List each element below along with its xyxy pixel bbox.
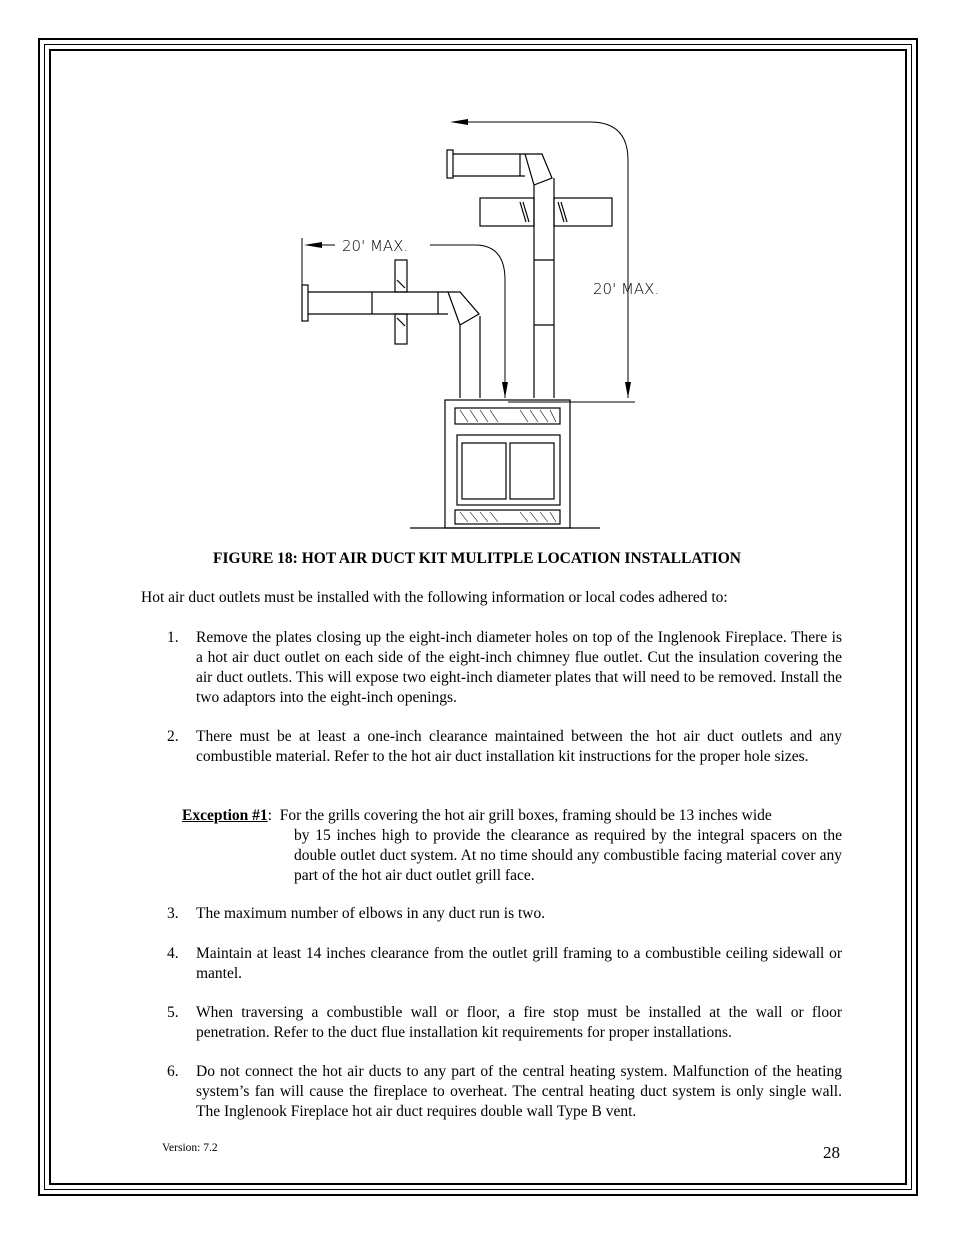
exception-first-line: For the grills covering the hot air grill boxes, framing should be 13 inches wide (279, 807, 772, 824)
duct-installation-figure (290, 110, 690, 532)
list-item (167, 944, 842, 984)
upper-wall-right (554, 198, 612, 226)
lower-elbow (448, 292, 479, 325)
arrow-left-icon (450, 119, 468, 125)
fireplace-doors (457, 435, 560, 505)
intro-paragraph: Hot air duct outlets must be installed with the following information or local codes adhered to: (141, 589, 728, 606)
list-item-text: Remove the plates closing up the eight-inch diameter holes on top of the Inglenook Fireplace. There is a hot air duct outlet on each side of the eight-inch chimney flue outlet. Cut the insulation covering the air duct outlets. This will expose two eight-inch diameter plates that will need to be removed. Install the two adaptors into the eight-inch openings. (196, 629, 842, 706)
dimension-label-left: 20' MAX. (342, 237, 409, 255)
list-item-text: The maximum number of elbows in any duct run is two. (196, 905, 546, 922)
upper-elbow (525, 154, 552, 185)
figure-caption: FIGURE 18: HOT AIR DUCT KIT MULITPLE LOCATION INSTALLATION (213, 550, 741, 567)
list-item-number: 2. (167, 728, 179, 745)
arrow-left-icon (304, 242, 322, 248)
lower-grill-flange (302, 285, 308, 321)
list-item-text: When traversing a combustible wall or floor, a fire stop must be installed at the wall or floor penetration. Refer to the duct flue installation kit requirements for proper installations. (196, 1004, 842, 1041)
list-item-text: There must be at least a one-inch clearance maintained between the hot air duct outlets and any combustible material. Refer to the hot air duct installation kit instructions for the proper hole sizes. (196, 728, 842, 765)
list-item-number: 6. (167, 1063, 179, 1080)
version-label: Version: 7.2 (162, 1142, 218, 1154)
list-item-number: 4. (167, 945, 179, 962)
exception-rest: by 15 inches high to provide the clearance as required by the integral spacers on the double outlet duct system. At no time should any combustible facing material cover any part of the hot air duct outlet grill face. (294, 827, 842, 884)
list-item (167, 904, 842, 924)
list-item-number: 3. (167, 905, 179, 922)
list-item (167, 628, 842, 708)
exception-label: Exception #1 (182, 807, 268, 824)
list-item (167, 1003, 842, 1043)
list-item (167, 1062, 842, 1122)
list-item-number: 5. (167, 1004, 179, 1021)
upper-grill-flange (447, 150, 453, 178)
dimension-label-right: 20' MAX. (593, 280, 660, 298)
fireplace-body (445, 400, 570, 528)
list-item-text: Maintain at least 14 inches clearance from the outlet grill framing to a combustible ceiling sidewall or mantel. (196, 945, 842, 982)
side-wall-upper (395, 260, 407, 292)
list-item-number: 1. (167, 629, 179, 646)
arrow-down-icon (625, 382, 631, 398)
exception-note: Exception #1: For the grills covering the hot air grill boxes, framing should be 13 inches wide by 15 inches high to provide the clearance as required by the integral spacers on the double outlet duct system. At no time should any combustible facing material cover any part of the hot air duct outlet grill face. (182, 807, 842, 884)
list-item-text: Do not connect the hot air ducts to any part of the central heating system. Malfunction of the heating system’s fan will cause the fireplace to overheat. The central heating duct system is only single wall. The Inglenook Fireplace hot air duct requires double wall Type B vent. (196, 1063, 842, 1120)
page-number: 28 (823, 1143, 840, 1162)
list-item (167, 727, 842, 767)
arrow-down-icon (502, 382, 508, 398)
